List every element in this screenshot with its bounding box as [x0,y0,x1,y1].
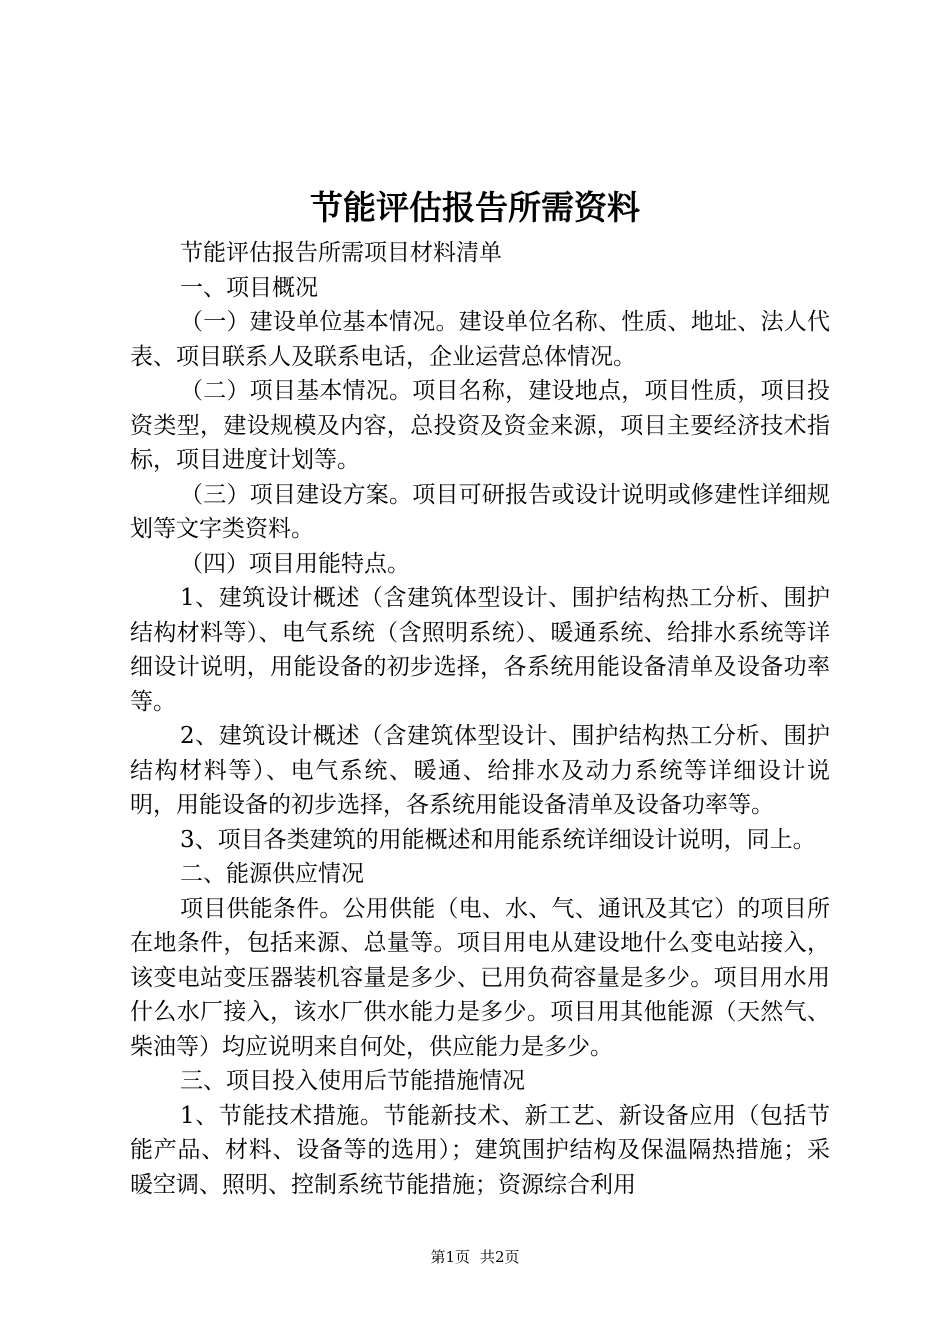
paragraph-list-heading: 节能评估报告所需项目材料清单 [180,240,502,266]
paragraph-1-1: （一）建设单位基本情况。建设单位名称、性质、地址、法人代表、项目联系人及联系电话，企业运营总体情况。 [130,309,830,370]
paragraph-1-2: （二）项目基本情况。项目名称，建设地点，项目性质，项目投资类型，建设规模及内容，总投资及资金来源，项目主要经济技术指标，项目进度计划等。 [130,378,830,473]
section-heading-1: 一、项目概况 [180,274,318,301]
paragraph-item-2: 2、建筑设计概述（含建筑体型设计、围护结构热工分析、围护结构材料等）、电气系统、暖通、给排水及动力系统等详细设计说明，用能设备的初步选择，各系统用能设备清单及设备功率等。 [130,723,830,818]
page-footer [0,1246,950,1267]
paragraph-1-3: （三）项目建设方案。项目可研报告或设计说明或修建性详细规划等文字类资料。 [130,481,830,542]
page-number: 第1页 [430,1248,470,1266]
page-total: 共2页 [480,1248,520,1266]
paragraph-item-3: 3、项目各类建筑的用能概述和用能系统详细设计说明，同上。 [180,826,816,853]
section-heading-2: 二、能源供应情况 [180,861,364,887]
paragraph-energy-supply: 项目供能条件。公用供能（电、水、气、通讯及其它）的项目所在地条件，包括来源、总量等。项目用电从建设地什么变电站接入，该变电站变压器装机容量是多少、已用负荷容量是多少。项目用水用什么水厂接入，该水厂供水能力是多少。项目用其他能源（天然气、柴油等）均应说明来自何处，供应能力是多少。 [130,895,830,1060]
document-title: 节能评估报告所需资料 [310,188,640,227]
paragraph-item-1: 1、建筑设计概述（含建筑体型设计、围护结构热工分析、围护结构材料等）、电气系统（含照明系统）、暖通系统、给排水系统等详细设计说明，用能设备的初步选择，各系统用能设备清单及设备功率等。 [130,585,830,715]
section-heading-3: 三、项目投入使用后节能措施情况 [180,1068,525,1094]
paragraph-1-4: （四）项目用能特点。 [180,550,410,577]
paragraph-measures-1: 1、节能技术措施。节能新技术、新工艺、新设备应用（包括节能产品、材料、设备等的选用）；建筑围护结构及保温隔热措施；采暖空调、照明、控制系统节能措施；资源综合利用 [130,1102,830,1198]
document-body [130,236,830,1202]
